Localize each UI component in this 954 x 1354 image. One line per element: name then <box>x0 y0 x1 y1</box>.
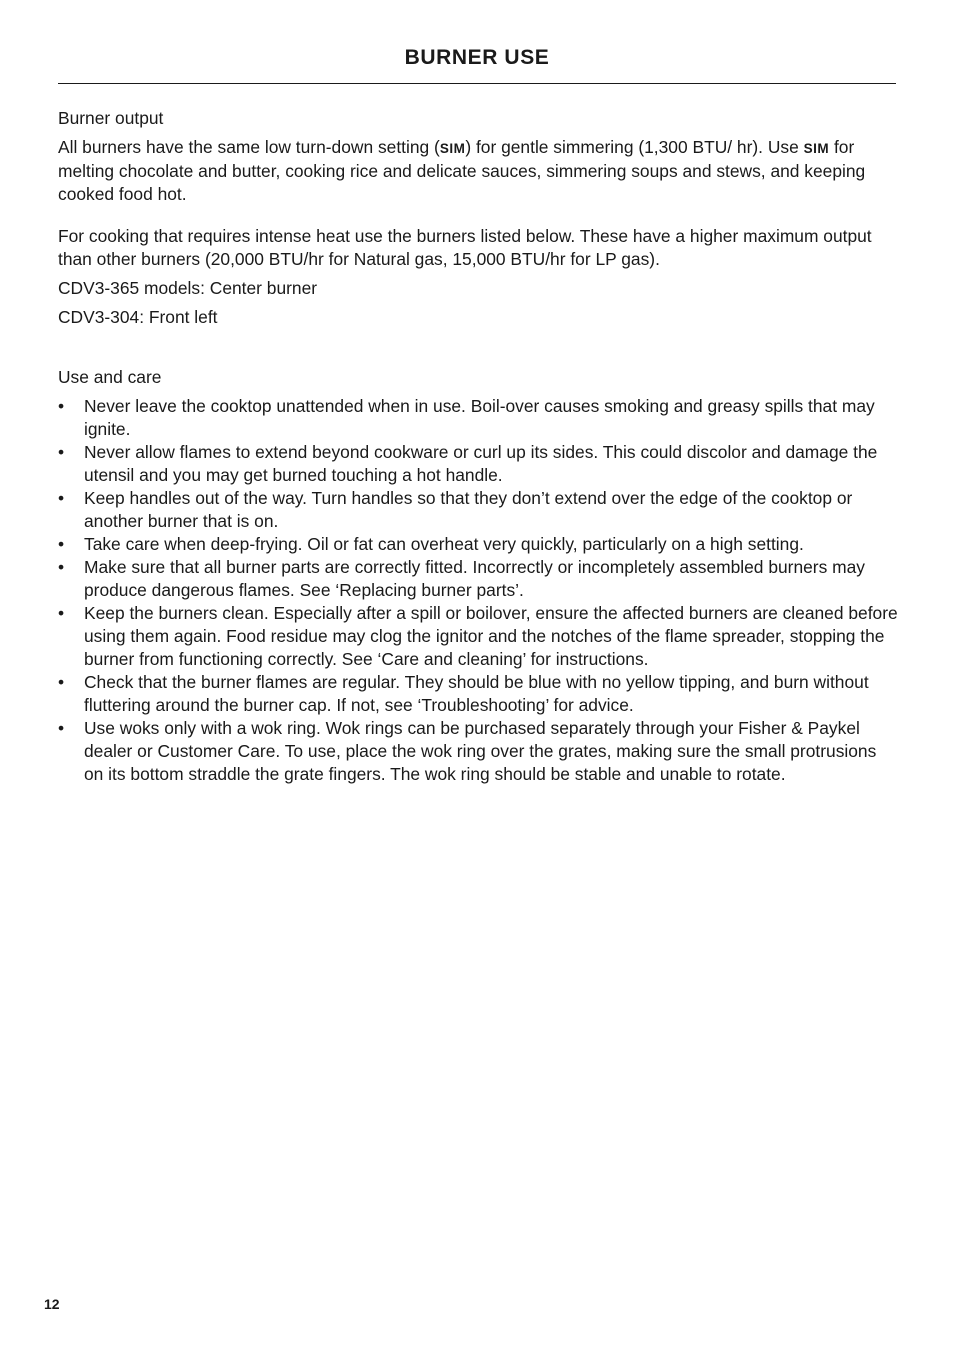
burner-output-paragraph <box>58 136 898 206</box>
bullet-icon: • <box>58 442 65 462</box>
model-key: CDV3-304: <box>58 307 145 327</box>
bullet-icon: • <box>58 488 65 508</box>
list-item <box>58 717 898 786</box>
use-and-care-heading: Use and care <box>58 367 162 387</box>
sim-label: SIM <box>803 141 830 156</box>
model-value: Center burner <box>204 278 318 298</box>
bullet-icon: • <box>58 396 65 416</box>
model-value: Front left <box>144 307 218 327</box>
list-item-text: Make sure that all burner parts are correctly fitted. Incorrectly or incompletely assembled burners may produce dangerous flames. See ‘Replacing burner parts’. <box>84 557 865 600</box>
model-line-cdv3-304 <box>58 306 898 329</box>
page-number: 12 <box>44 1296 60 1312</box>
list-item-text: Never allow flames to extend beyond cookware or curl up its sides. This could discolor and damage the utensil and you may get burned touching a hot handle. <box>84 442 878 485</box>
bullet-icon: • <box>58 557 65 577</box>
para1-text-3: for melting chocolate and butter, cooking rice and delicate sauces, simmering soups and stews, and keeping cooked food hot. <box>58 137 866 204</box>
para1-text-1: All burners have the same low turn-down setting ( <box>58 137 440 157</box>
document-body <box>58 107 898 786</box>
care-list <box>58 395 898 786</box>
list-item <box>58 395 898 441</box>
list-item-text: Keep the burners clean. Especially after a spill or boilover, ensure the affected burners are cleaned before using them again. Food residue may clog the ignitor and the notches of the flame spreader, stopping the burner from functioning correctly. See ‘Care and cleaning’ for instructions. <box>84 603 898 669</box>
list-item-text: Take care when deep-frying. Oil or fat can overheat very quickly, particularly on a high setting. <box>84 534 804 554</box>
list-item <box>58 602 898 671</box>
bullet-icon: • <box>58 718 65 738</box>
model-key: CDV3-365 models: <box>58 278 205 298</box>
list-item <box>58 556 898 602</box>
list-item <box>58 441 898 487</box>
model-line-cdv3-365 <box>58 277 898 300</box>
bullet-icon: • <box>58 534 65 554</box>
sim-label: SIM <box>439 141 466 156</box>
list-item <box>58 487 898 533</box>
intense-heat-paragraph: For cooking that requires intense heat use the burners listed below. These have a higher maximum output than other burners (20,000 BTU/hr for Natural gas, 15,000 BTU/hr for LP gas). <box>58 226 872 269</box>
para1-text-2: ) for gentle simmering (1,300 BTU/ hr). Use <box>465 137 804 157</box>
title-divider <box>58 83 896 84</box>
list-item <box>58 671 898 717</box>
page-title: BURNER USE <box>404 46 550 69</box>
burner-output-heading: Burner output <box>58 108 164 128</box>
list-item-text: Use woks only with a wok ring. Wok rings can be purchased separately through your Fisher & Paykel dealer or Customer Care. To use, place the wok ring over the grates, making sure the small protrusions on its bottom straddle the grate fingers. The wok ring should be stable and unable to rotate. <box>84 718 877 784</box>
use-and-care-section <box>58 366 898 786</box>
bullet-icon: • <box>58 672 65 692</box>
list-item-text: Never leave the cooktop unattended when in use. Boil-over causes smoking and greasy spills that may ignite. <box>84 396 875 439</box>
list-item-text: Keep handles out of the way. Turn handles so that they don’t extend over the edge of the cooktop or another burner that is on. <box>84 488 853 531</box>
bullet-icon: • <box>58 603 65 623</box>
list-item-text: Check that the burner flames are regular. They should be blue with no yellow tipping, and burn without fluttering around the burner cap. If not, see ‘Troubleshooting’ for advice. <box>84 672 869 715</box>
list-item <box>58 533 898 556</box>
